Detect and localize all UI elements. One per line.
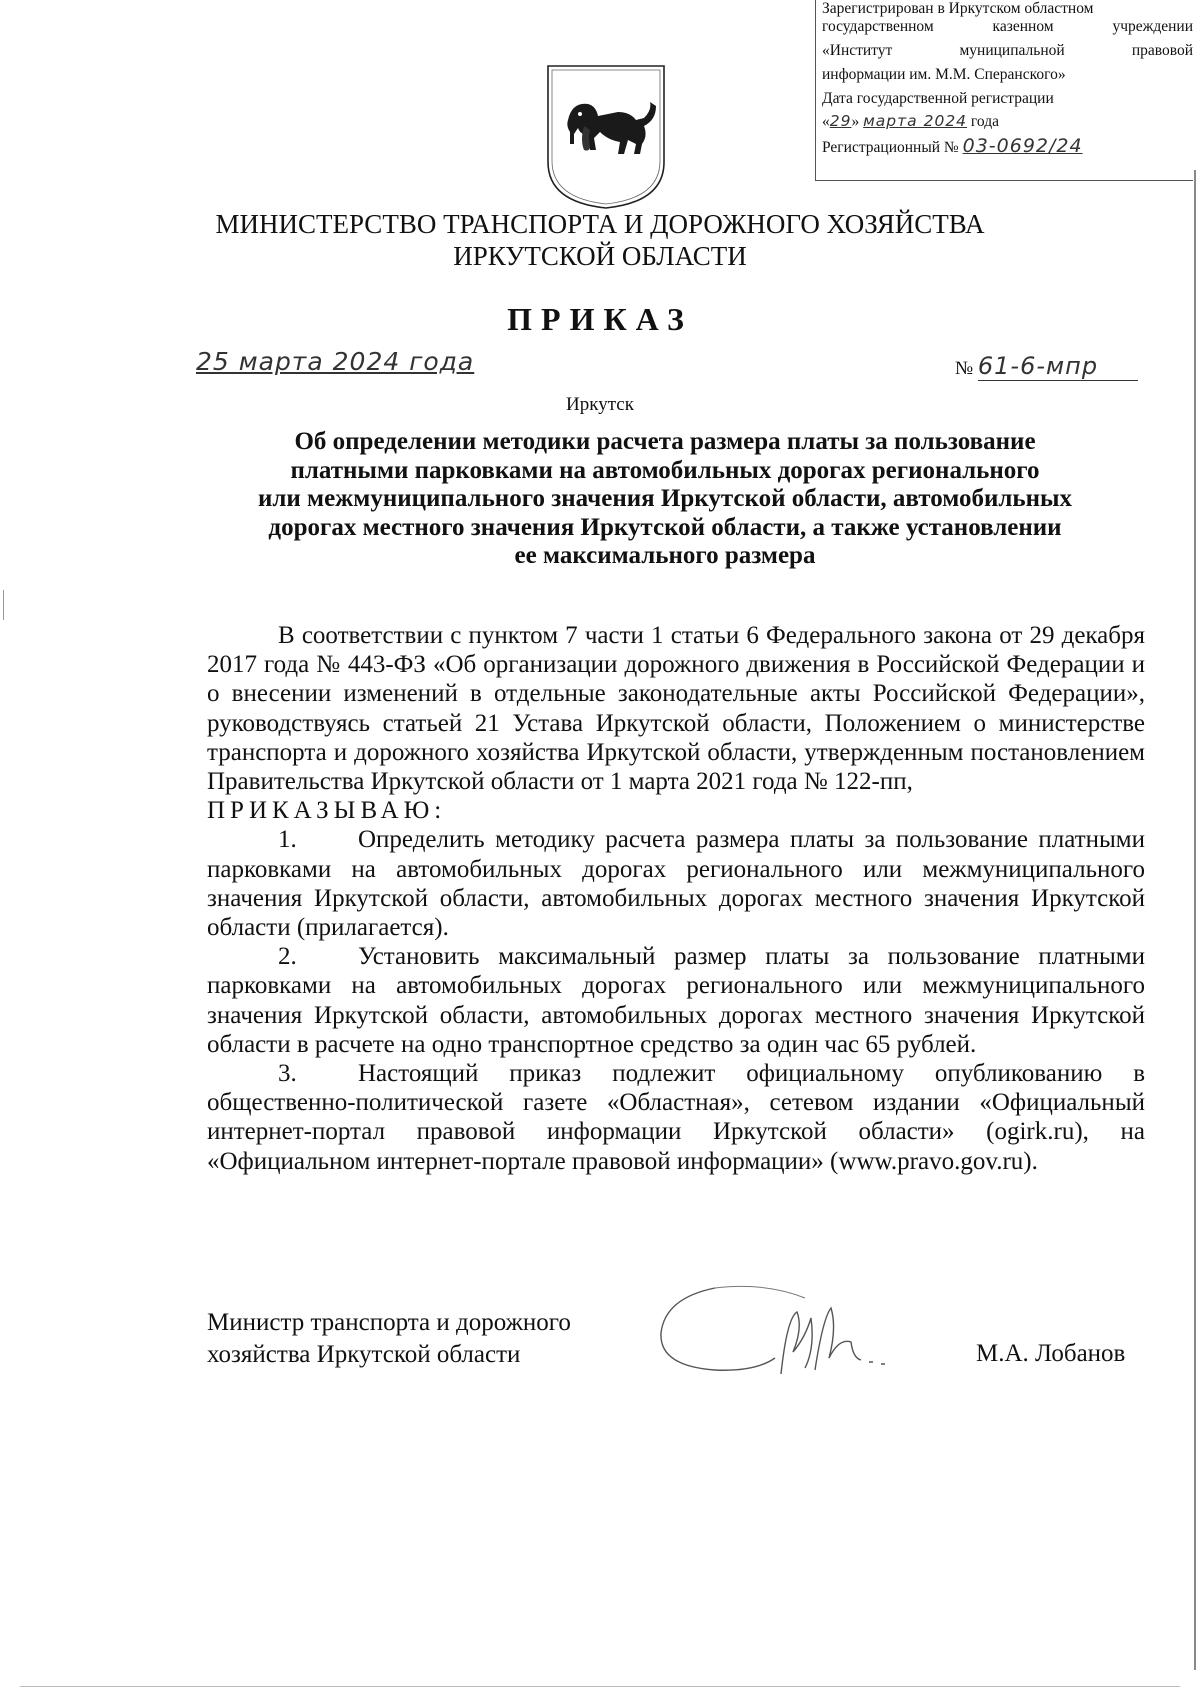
scan-edge	[1194, 170, 1196, 1670]
order-item	[207, 1059, 1145, 1176]
stamp-date-month-year: марта 2024	[863, 112, 968, 130]
ministry-name: МИНИСТЕРСТВО ТРАНСПОРТА И ДОРОЖНОГО ХОЗЯЙСТВА	[215, 209, 985, 239]
position-line: Министр транспорта и дорожного	[207, 1309, 571, 1336]
item-number: 3.	[278, 1060, 297, 1088]
heading-line: Об определении методики расчета размера платы за пользование	[294, 428, 1036, 455]
item-text: Установить максимальный размер платы за пользование платными парковками на автомобильных дорогах регионального или межмуниципального значения Иркутской области, автомобильных дорогах местного значения Иркутской области в расчете на одно транспортное средство за один час 65 рублей.	[207, 943, 1145, 1058]
order-item	[207, 825, 1145, 942]
document-body	[207, 621, 1145, 1176]
scan-edge	[20, 1686, 1180, 1687]
handwritten-signature	[655, 1278, 915, 1388]
item-number: 2.	[278, 943, 297, 971]
position-line: хозяйства Иркутской области	[207, 1341, 521, 1368]
order-number	[955, 352, 1138, 381]
document-type-title: ПРИКАЗ	[507, 301, 693, 337]
preamble-paragraph: В соответствии с пунктом 7 части 1 статьи 6 Федерального закона от 29 декабря 2017 года № 443-ФЗ «Об организации дорожного движения в Российской Федерации и о внесении изменений в отдельные законодательные акты Российской Федерации», руководствуясь статьей 21 Устава Иркутской области, Положением о министерстве транспорта и дорожного хозяйства Иркутской области, утвержденным постановлением Правительства Иркутской области от 1 марта 2021 года № 122-пп,	[207, 622, 1145, 796]
number-label: №	[955, 358, 974, 379]
heading-line: или межмуниципального значения Иркутской области, автомобильных	[257, 485, 1073, 512]
irkutsk-coat-of-arms-icon	[544, 62, 668, 212]
signatory-position	[207, 1307, 571, 1371]
scan-edge	[3, 590, 4, 620]
stamp-date-day: 29	[829, 112, 852, 130]
registration-stamp	[815, 0, 1193, 181]
order-date-handwritten: 25 марта 2024 года	[196, 347, 475, 376]
stamp-line: Дата государственной регистрации	[822, 90, 1054, 107]
heading-line: ее максимального размера	[514, 542, 816, 569]
ministry-region: ИРКУТСКОЙ ОБЛАСТИ	[453, 241, 747, 271]
city: Иркутск	[566, 394, 634, 415]
heading-line: платными парковками на автомобильных дорогах регионального	[290, 456, 1040, 484]
stamp-line: «Институт муниципальной правовой	[822, 42, 1193, 59]
stamp-line: Зарегистрирован в Иркутском областном	[822, 0, 1094, 17]
signatory-name: М.А. Лобанов	[976, 1340, 1126, 1367]
order-number-handwritten: 61-6-мпр	[978, 352, 1138, 381]
stamp-line: государственном казенном учреждении	[822, 18, 1193, 35]
item-number: 1.	[278, 826, 297, 854]
stamp-line: информации им. М.М. Сперанского»	[822, 66, 1066, 83]
stamp-registration-date: «29» марта 2024 года	[822, 112, 999, 130]
order-word: ПРИКАЗЫВАЮ:	[207, 797, 447, 825]
order-item	[207, 942, 1145, 1059]
document-heading	[200, 428, 1130, 571]
stamp-reg-number: 03-0692/24	[962, 135, 1083, 157]
heading-line: дорогах местного значения Иркутской области, а также установлении	[268, 513, 1062, 541]
item-text: Настоящий приказ подлежит официальному опубликованию в общественно-политической газете «Областная», сетевом издании «Официальный интернет-портал правовой информации Иркутской области» (ogirk.ru), на «Официальном интернет-портале правовой информации» (www.pravo.gov.ru).	[207, 1060, 1145, 1175]
stamp-registration-number: Регистрационный № 03-0692/24	[822, 135, 1083, 157]
item-text: Определить методику расчета размера платы за пользование платными парковками на автомобильных дорогах регионального или межмуниципального значения Иркутской области, автомобильных дорогах местного значения Иркутской области (прилагается).	[207, 826, 1145, 942]
